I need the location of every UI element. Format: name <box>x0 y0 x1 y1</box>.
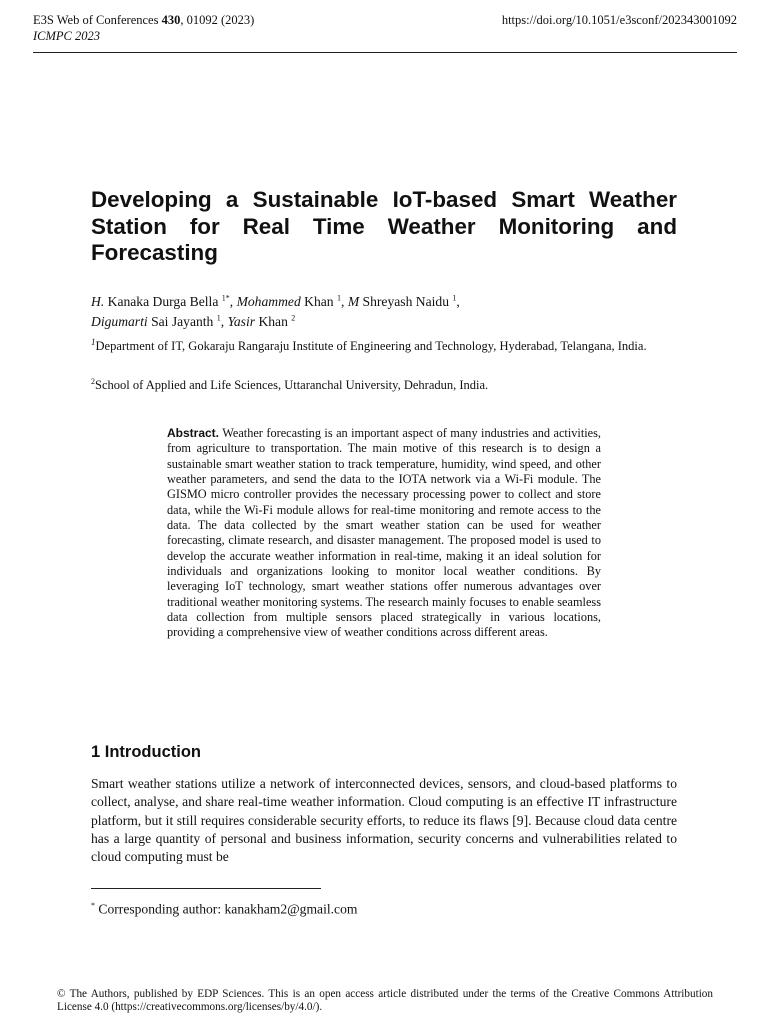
footnote-marker: * <box>91 901 95 910</box>
abstract-text: Weather forecasting is an important aspect of many industries and activities, from agriculture to transportation. The main motive of this research is to design a sustainable smart weather station to track temperature, humidity, wind speed, and other weather parameters, and send the data to the IOTA network via a Wi-Fi module. The GISMO micro controller provides the necessary processing power to collect and store data, while the Wi-Fi module allows for real-time monitoring and remote access to the data. The data collected by the smart weather station can be used for weather forecasting, climate research, and disaster management. The proposed model is used to develop the accurate weather information in real-time, making it an ideal solution for individuals and organizations looking to monitor local weather conditions. By leveraging IoT technology, smart weather stations offer numerous advantages over traditional weather monitoring systems. The research mainly focuses to enable seamless data collection from multiple sensors placed strategically in various locations, providing a comprehensive view of weather conditions across different areas. <box>167 426 601 640</box>
author: Digumarti Sai Jayanth $^1$, <box>91 313 228 329</box>
abstract-label: Abstract. <box>167 426 220 440</box>
journal-volume: 430 <box>161 13 181 27</box>
corresponding-author: Corresponding author: kanakham2@gmail.com <box>95 901 358 917</box>
conference-name: ICMPC 2023 <box>33 29 101 43</box>
running-header <box>33 12 254 44</box>
journal-name: E3S Web of Conferences <box>33 13 159 27</box>
paper-title: Developing a Sustainable IoT-based Smart Weather Station for Real Time Weather Monitoring and Forecasting <box>91 187 677 265</box>
author: H. Kanaka Durga Bella $^{1*}$, <box>91 293 237 309</box>
introduction-paragraph: Smart weather stations utilize a network of interconnected devices, sensors, and cloud-based platforms to collect, analyse, and share real-time weather information. Cloud computing is an effective IT infrastructure platform, but it still requires considerable security efforts, to reduce its flaws [9]. Because cloud data centre has a large quantity of personal and business information, security concerns and vulnerabilities related to cloud computing must be <box>91 776 677 865</box>
affiliation-1: $^1$Department of IT, Gokaraju Rangaraju Institute of Engineering and Technology, Hyderabad, Telangana, India. <box>91 336 647 353</box>
author: Yasir Khan $^2$ <box>227 313 296 329</box>
author: Mohammed Khan $^1$, <box>236 293 348 309</box>
article-and-year: , 01092 (2023) <box>180 13 255 27</box>
affiliation-2: $^2$School of Applied and Life Sciences, Uttaranchal University, Dehradun, India. <box>91 376 489 392</box>
journal-citation <box>33 12 254 28</box>
abstract <box>167 426 601 641</box>
license-notice: © The Authors, published by EDP Sciences. This is an open access article distributed under the terms of the Creative Commons Attribution License 4.0 (https://creativecommons.org/licenses/by/4.0/). <box>57 988 713 1014</box>
doi-link[interactable]: https://doi.org/10.1051/e3sconf/202343001092 <box>501 13 737 27</box>
author: M Shreyash Naidu $^1$, <box>347 293 460 309</box>
author-list <box>91 292 677 332</box>
header-rule <box>33 52 737 53</box>
footnote <box>91 897 357 919</box>
section-heading: 1 Introduction <box>91 743 201 761</box>
footnote-rule <box>91 888 321 889</box>
